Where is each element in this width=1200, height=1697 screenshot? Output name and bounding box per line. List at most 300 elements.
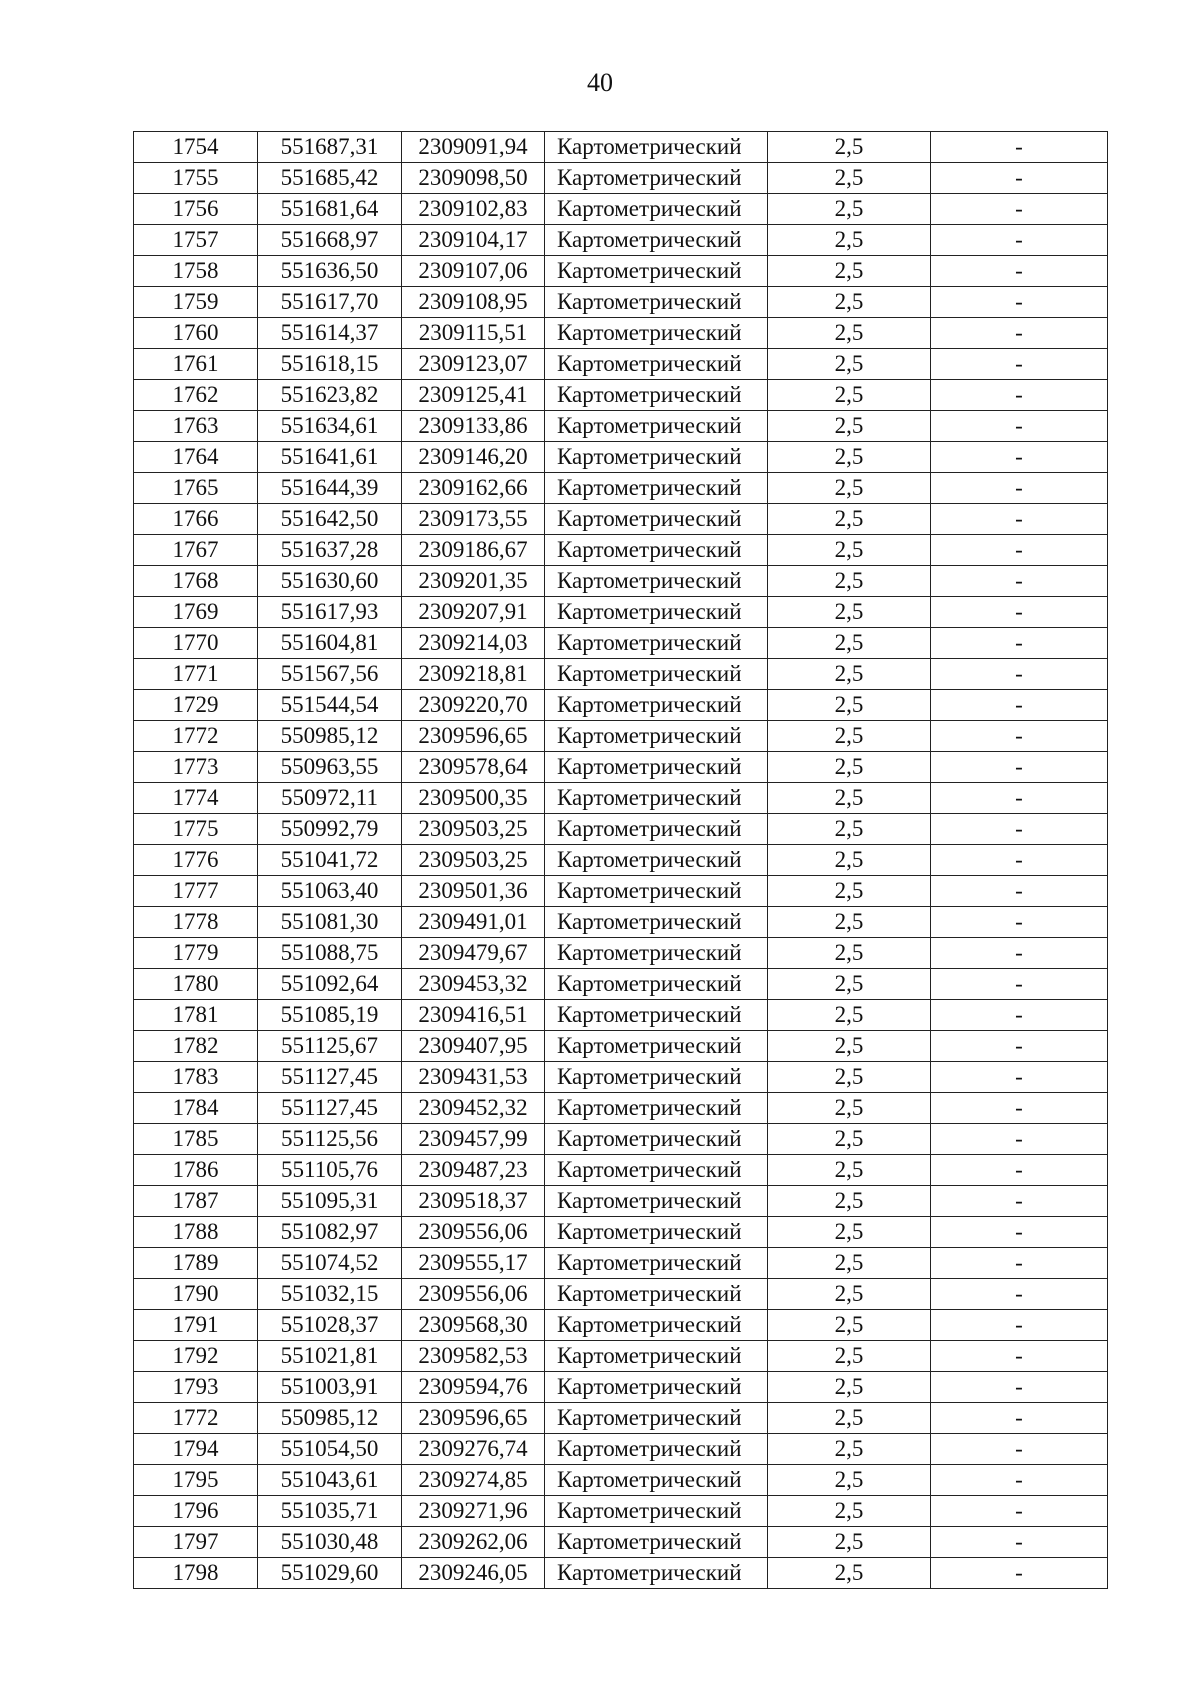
accuracy-cell: 2,5 bbox=[768, 1124, 931, 1155]
x-coordinate-cell: 551637,28 bbox=[258, 535, 402, 566]
method-cell: Картометрический bbox=[545, 597, 768, 628]
description-cell: - bbox=[931, 442, 1108, 473]
table-row bbox=[134, 1496, 1108, 1527]
table-row bbox=[134, 349, 1108, 380]
y-coordinate-cell: 2309500,35 bbox=[402, 783, 545, 814]
table-row bbox=[134, 1465, 1108, 1496]
accuracy-cell: 2,5 bbox=[768, 318, 931, 349]
x-coordinate-cell: 551617,93 bbox=[258, 597, 402, 628]
table-row bbox=[134, 969, 1108, 1000]
accuracy-cell: 2,5 bbox=[768, 256, 931, 287]
accuracy-cell: 2,5 bbox=[768, 628, 931, 659]
description-cell: - bbox=[931, 349, 1108, 380]
accuracy-cell: 2,5 bbox=[768, 1496, 931, 1527]
x-coordinate-cell: 551105,76 bbox=[258, 1155, 402, 1186]
point-number-cell: 1755 bbox=[134, 163, 258, 194]
description-cell: - bbox=[931, 1031, 1108, 1062]
table-row bbox=[134, 473, 1108, 504]
table-row bbox=[134, 1093, 1108, 1124]
method-cell: Картометрический bbox=[545, 876, 768, 907]
description-cell: - bbox=[931, 1279, 1108, 1310]
method-cell: Картометрический bbox=[545, 814, 768, 845]
page-number: 40 bbox=[587, 68, 613, 97]
description-cell: - bbox=[931, 721, 1108, 752]
table-row bbox=[134, 659, 1108, 690]
point-number-cell: 1787 bbox=[134, 1186, 258, 1217]
table-row bbox=[134, 535, 1108, 566]
method-cell: Картометрический bbox=[545, 194, 768, 225]
method-cell: Картометрический bbox=[545, 411, 768, 442]
method-cell: Картометрический bbox=[545, 1558, 768, 1589]
accuracy-cell: 2,5 bbox=[768, 1310, 931, 1341]
x-coordinate-cell: 551634,61 bbox=[258, 411, 402, 442]
point-number-cell: 1785 bbox=[134, 1124, 258, 1155]
accuracy-cell: 2,5 bbox=[768, 814, 931, 845]
x-coordinate-cell: 551544,54 bbox=[258, 690, 402, 721]
method-cell: Картометрический bbox=[545, 1341, 768, 1372]
x-coordinate-cell: 551095,31 bbox=[258, 1186, 402, 1217]
method-cell: Картометрический bbox=[545, 535, 768, 566]
point-number-cell: 1774 bbox=[134, 783, 258, 814]
y-coordinate-cell: 2309555,17 bbox=[402, 1248, 545, 1279]
table-row bbox=[134, 1403, 1108, 1434]
table-row bbox=[134, 318, 1108, 349]
y-coordinate-cell: 2309503,25 bbox=[402, 814, 545, 845]
y-coordinate-cell: 2309416,51 bbox=[402, 1000, 545, 1031]
x-coordinate-cell: 551085,19 bbox=[258, 1000, 402, 1031]
accuracy-cell: 2,5 bbox=[768, 1186, 931, 1217]
point-number-cell: 1766 bbox=[134, 504, 258, 535]
description-cell: - bbox=[931, 1062, 1108, 1093]
method-cell: Картометрический bbox=[545, 845, 768, 876]
table-row bbox=[134, 876, 1108, 907]
description-cell: - bbox=[931, 814, 1108, 845]
y-coordinate-cell: 2309452,32 bbox=[402, 1093, 545, 1124]
y-coordinate-cell: 2309220,70 bbox=[402, 690, 545, 721]
accuracy-cell: 2,5 bbox=[768, 597, 931, 628]
description-cell: - bbox=[931, 938, 1108, 969]
method-cell: Картометрический bbox=[545, 938, 768, 969]
description-cell: - bbox=[931, 194, 1108, 225]
method-cell: Картометрический bbox=[545, 566, 768, 597]
description-cell: - bbox=[931, 597, 1108, 628]
point-number-cell: 1767 bbox=[134, 535, 258, 566]
y-coordinate-cell: 2309123,07 bbox=[402, 349, 545, 380]
method-cell: Картометрический bbox=[545, 442, 768, 473]
x-coordinate-cell: 551127,45 bbox=[258, 1062, 402, 1093]
description-cell: - bbox=[931, 659, 1108, 690]
accuracy-cell: 2,5 bbox=[768, 907, 931, 938]
description-cell: - bbox=[931, 411, 1108, 442]
description-cell: - bbox=[931, 1372, 1108, 1403]
accuracy-cell: 2,5 bbox=[768, 1217, 931, 1248]
x-coordinate-cell: 551623,82 bbox=[258, 380, 402, 411]
point-number-cell: 1779 bbox=[134, 938, 258, 969]
table-row bbox=[134, 1000, 1108, 1031]
point-number-cell: 1795 bbox=[134, 1465, 258, 1496]
description-cell: - bbox=[931, 1093, 1108, 1124]
description-cell: - bbox=[931, 504, 1108, 535]
table-row bbox=[134, 1217, 1108, 1248]
description-cell: - bbox=[931, 318, 1108, 349]
x-coordinate-cell: 550972,11 bbox=[258, 783, 402, 814]
description-cell: - bbox=[931, 1310, 1108, 1341]
y-coordinate-cell: 2309582,53 bbox=[402, 1341, 545, 1372]
table-row bbox=[134, 1310, 1108, 1341]
method-cell: Картометрический bbox=[545, 256, 768, 287]
method-cell: Картометрический bbox=[545, 628, 768, 659]
x-coordinate-cell: 551642,50 bbox=[258, 504, 402, 535]
y-coordinate-cell: 2309218,81 bbox=[402, 659, 545, 690]
method-cell: Картометрический bbox=[545, 1155, 768, 1186]
x-coordinate-cell: 551687,31 bbox=[258, 132, 402, 163]
method-cell: Картометрический bbox=[545, 1124, 768, 1155]
method-cell: Картометрический bbox=[545, 1186, 768, 1217]
method-cell: Картометрический bbox=[545, 1527, 768, 1558]
table-row bbox=[134, 1527, 1108, 1558]
method-cell: Картометрический bbox=[545, 690, 768, 721]
method-cell: Картометрический bbox=[545, 504, 768, 535]
point-number-cell: 1770 bbox=[134, 628, 258, 659]
table-row bbox=[134, 1155, 1108, 1186]
point-number-cell: 1756 bbox=[134, 194, 258, 225]
table-row bbox=[134, 628, 1108, 659]
y-coordinate-cell: 2309491,01 bbox=[402, 907, 545, 938]
table-row bbox=[134, 721, 1108, 752]
x-coordinate-cell: 551125,67 bbox=[258, 1031, 402, 1062]
x-coordinate-cell: 551617,70 bbox=[258, 287, 402, 318]
accuracy-cell: 2,5 bbox=[768, 690, 931, 721]
point-number-cell: 1764 bbox=[134, 442, 258, 473]
y-coordinate-cell: 2309173,55 bbox=[402, 504, 545, 535]
table-row bbox=[134, 504, 1108, 535]
accuracy-cell: 2,5 bbox=[768, 1155, 931, 1186]
x-coordinate-cell: 551636,50 bbox=[258, 256, 402, 287]
point-number-cell: 1786 bbox=[134, 1155, 258, 1186]
method-cell: Картометрический bbox=[545, 473, 768, 504]
table-row bbox=[134, 411, 1108, 442]
point-number-cell: 1780 bbox=[134, 969, 258, 1000]
y-coordinate-cell: 2309457,99 bbox=[402, 1124, 545, 1155]
y-coordinate-cell: 2309107,06 bbox=[402, 256, 545, 287]
accuracy-cell: 2,5 bbox=[768, 1558, 931, 1589]
point-number-cell: 1776 bbox=[134, 845, 258, 876]
y-coordinate-cell: 2309556,06 bbox=[402, 1279, 545, 1310]
accuracy-cell: 2,5 bbox=[768, 473, 931, 504]
x-coordinate-cell: 551054,50 bbox=[258, 1434, 402, 1465]
table-row bbox=[134, 814, 1108, 845]
description-cell: - bbox=[931, 1434, 1108, 1465]
accuracy-cell: 2,5 bbox=[768, 1527, 931, 1558]
table-row bbox=[134, 1434, 1108, 1465]
accuracy-cell: 2,5 bbox=[768, 1341, 931, 1372]
point-number-cell: 1754 bbox=[134, 132, 258, 163]
description-cell: - bbox=[931, 225, 1108, 256]
y-coordinate-cell: 2309108,95 bbox=[402, 287, 545, 318]
method-cell: Картометрический bbox=[545, 225, 768, 256]
y-coordinate-cell: 2309133,86 bbox=[402, 411, 545, 442]
accuracy-cell: 2,5 bbox=[768, 876, 931, 907]
point-number-cell: 1771 bbox=[134, 659, 258, 690]
point-number-cell: 1762 bbox=[134, 380, 258, 411]
method-cell: Картометрический bbox=[545, 1279, 768, 1310]
method-cell: Картометрический bbox=[545, 1310, 768, 1341]
description-cell: - bbox=[931, 1155, 1108, 1186]
description-cell: - bbox=[931, 256, 1108, 287]
description-cell: - bbox=[931, 1217, 1108, 1248]
table-row bbox=[134, 783, 1108, 814]
x-coordinate-cell: 551041,72 bbox=[258, 845, 402, 876]
method-cell: Картометрический bbox=[545, 783, 768, 814]
accuracy-cell: 2,5 bbox=[768, 349, 931, 380]
accuracy-cell: 2,5 bbox=[768, 969, 931, 1000]
description-cell: - bbox=[931, 845, 1108, 876]
table-row bbox=[134, 752, 1108, 783]
y-coordinate-cell: 2309503,25 bbox=[402, 845, 545, 876]
y-coordinate-cell: 2309501,36 bbox=[402, 876, 545, 907]
accuracy-cell: 2,5 bbox=[768, 1434, 931, 1465]
y-coordinate-cell: 2309487,23 bbox=[402, 1155, 545, 1186]
y-coordinate-cell: 2309146,20 bbox=[402, 442, 545, 473]
point-number-cell: 1793 bbox=[134, 1372, 258, 1403]
y-coordinate-cell: 2309104,17 bbox=[402, 225, 545, 256]
point-number-cell: 1761 bbox=[134, 349, 258, 380]
point-number-cell: 1784 bbox=[134, 1093, 258, 1124]
accuracy-cell: 2,5 bbox=[768, 1031, 931, 1062]
method-cell: Картометрический bbox=[545, 1403, 768, 1434]
method-cell: Картометрический bbox=[545, 163, 768, 194]
y-coordinate-cell: 2309556,06 bbox=[402, 1217, 545, 1248]
accuracy-cell: 2,5 bbox=[768, 1062, 931, 1093]
y-coordinate-cell: 2309431,53 bbox=[402, 1062, 545, 1093]
description-cell: - bbox=[931, 969, 1108, 1000]
table-row bbox=[134, 287, 1108, 318]
point-number-cell: 1765 bbox=[134, 473, 258, 504]
point-number-cell: 1794 bbox=[134, 1434, 258, 1465]
table-row bbox=[134, 1372, 1108, 1403]
point-number-cell: 1773 bbox=[134, 752, 258, 783]
point-number-cell: 1792 bbox=[134, 1341, 258, 1372]
accuracy-cell: 2,5 bbox=[768, 535, 931, 566]
x-coordinate-cell: 551567,56 bbox=[258, 659, 402, 690]
method-cell: Картометрический bbox=[545, 1217, 768, 1248]
y-coordinate-cell: 2309479,67 bbox=[402, 938, 545, 969]
y-coordinate-cell: 2309568,30 bbox=[402, 1310, 545, 1341]
method-cell: Картометрический bbox=[545, 1031, 768, 1062]
point-number-cell: 1781 bbox=[134, 1000, 258, 1031]
y-coordinate-cell: 2309596,65 bbox=[402, 1403, 545, 1434]
point-number-cell: 1778 bbox=[134, 907, 258, 938]
description-cell: - bbox=[931, 473, 1108, 504]
x-coordinate-cell: 551127,45 bbox=[258, 1093, 402, 1124]
x-coordinate-cell: 551618,15 bbox=[258, 349, 402, 380]
point-number-cell: 1769 bbox=[134, 597, 258, 628]
method-cell: Картометрический bbox=[545, 907, 768, 938]
point-number-cell: 1783 bbox=[134, 1062, 258, 1093]
table-row bbox=[134, 1124, 1108, 1155]
accuracy-cell: 2,5 bbox=[768, 721, 931, 752]
table-row bbox=[134, 256, 1108, 287]
method-cell: Картометрический bbox=[545, 721, 768, 752]
x-coordinate-cell: 551604,81 bbox=[258, 628, 402, 659]
y-coordinate-cell: 2309115,51 bbox=[402, 318, 545, 349]
accuracy-cell: 2,5 bbox=[768, 1248, 931, 1279]
y-coordinate-cell: 2309596,65 bbox=[402, 721, 545, 752]
x-coordinate-cell: 550992,79 bbox=[258, 814, 402, 845]
x-coordinate-cell: 551614,37 bbox=[258, 318, 402, 349]
method-cell: Картометрический bbox=[545, 1248, 768, 1279]
y-coordinate-cell: 2309271,96 bbox=[402, 1496, 545, 1527]
x-coordinate-cell: 550985,12 bbox=[258, 721, 402, 752]
accuracy-cell: 2,5 bbox=[768, 1372, 931, 1403]
table-row bbox=[134, 442, 1108, 473]
x-coordinate-cell: 551021,81 bbox=[258, 1341, 402, 1372]
table-row bbox=[134, 1279, 1108, 1310]
y-coordinate-cell: 2309162,66 bbox=[402, 473, 545, 504]
accuracy-cell: 2,5 bbox=[768, 845, 931, 876]
description-cell: - bbox=[931, 628, 1108, 659]
method-cell: Картометрический bbox=[545, 1093, 768, 1124]
y-coordinate-cell: 2309091,94 bbox=[402, 132, 545, 163]
y-coordinate-cell: 2309246,05 bbox=[402, 1558, 545, 1589]
description-cell: - bbox=[931, 535, 1108, 566]
point-number-cell: 1759 bbox=[134, 287, 258, 318]
y-coordinate-cell: 2309098,50 bbox=[402, 163, 545, 194]
table-row bbox=[134, 380, 1108, 411]
point-number-cell: 1775 bbox=[134, 814, 258, 845]
x-coordinate-cell: 551063,40 bbox=[258, 876, 402, 907]
table-row bbox=[134, 132, 1108, 163]
description-cell: - bbox=[931, 163, 1108, 194]
point-number-cell: 1763 bbox=[134, 411, 258, 442]
description-cell: - bbox=[931, 1527, 1108, 1558]
method-cell: Картометрический bbox=[545, 1062, 768, 1093]
accuracy-cell: 2,5 bbox=[768, 411, 931, 442]
table-row bbox=[134, 1186, 1108, 1217]
y-coordinate-cell: 2309214,03 bbox=[402, 628, 545, 659]
method-cell: Картометрический bbox=[545, 318, 768, 349]
description-cell: - bbox=[931, 783, 1108, 814]
description-cell: - bbox=[931, 1341, 1108, 1372]
accuracy-cell: 2,5 bbox=[768, 752, 931, 783]
accuracy-cell: 2,5 bbox=[768, 938, 931, 969]
table-row bbox=[134, 938, 1108, 969]
accuracy-cell: 2,5 bbox=[768, 225, 931, 256]
table-row bbox=[134, 1062, 1108, 1093]
method-cell: Картометрический bbox=[545, 132, 768, 163]
description-cell: - bbox=[931, 380, 1108, 411]
point-number-cell: 1791 bbox=[134, 1310, 258, 1341]
point-number-cell: 1729 bbox=[134, 690, 258, 721]
y-coordinate-cell: 2309186,67 bbox=[402, 535, 545, 566]
table-row bbox=[134, 163, 1108, 194]
x-coordinate-cell: 551668,97 bbox=[258, 225, 402, 256]
x-coordinate-cell: 551685,42 bbox=[258, 163, 402, 194]
point-number-cell: 1782 bbox=[134, 1031, 258, 1062]
method-cell: Картометрический bbox=[545, 349, 768, 380]
y-coordinate-cell: 2309407,95 bbox=[402, 1031, 545, 1062]
description-cell: - bbox=[931, 1000, 1108, 1031]
accuracy-cell: 2,5 bbox=[768, 1000, 931, 1031]
table-row bbox=[134, 1031, 1108, 1062]
y-coordinate-cell: 2309125,41 bbox=[402, 380, 545, 411]
point-number-cell: 1789 bbox=[134, 1248, 258, 1279]
description-cell: - bbox=[931, 132, 1108, 163]
x-coordinate-cell: 551030,48 bbox=[258, 1527, 402, 1558]
x-coordinate-cell: 551681,64 bbox=[258, 194, 402, 225]
point-number-cell: 1798 bbox=[134, 1558, 258, 1589]
method-cell: Картометрический bbox=[545, 969, 768, 1000]
accuracy-cell: 2,5 bbox=[768, 132, 931, 163]
coordinates-table bbox=[133, 131, 1108, 1589]
accuracy-cell: 2,5 bbox=[768, 287, 931, 318]
x-coordinate-cell: 551088,75 bbox=[258, 938, 402, 969]
x-coordinate-cell: 550985,12 bbox=[258, 1403, 402, 1434]
x-coordinate-cell: 551082,97 bbox=[258, 1217, 402, 1248]
accuracy-cell: 2,5 bbox=[768, 380, 931, 411]
table-row bbox=[134, 845, 1108, 876]
y-coordinate-cell: 2309102,83 bbox=[402, 194, 545, 225]
x-coordinate-cell: 551092,64 bbox=[258, 969, 402, 1000]
accuracy-cell: 2,5 bbox=[768, 1465, 931, 1496]
x-coordinate-cell: 551630,60 bbox=[258, 566, 402, 597]
accuracy-cell: 2,5 bbox=[768, 566, 931, 597]
x-coordinate-cell: 551032,15 bbox=[258, 1279, 402, 1310]
point-number-cell: 1768 bbox=[134, 566, 258, 597]
y-coordinate-cell: 2309453,32 bbox=[402, 969, 545, 1000]
method-cell: Картометрический bbox=[545, 1496, 768, 1527]
point-number-cell: 1797 bbox=[134, 1527, 258, 1558]
point-number-cell: 1758 bbox=[134, 256, 258, 287]
point-number-cell: 1760 bbox=[134, 318, 258, 349]
description-cell: - bbox=[931, 690, 1108, 721]
x-coordinate-cell: 550963,55 bbox=[258, 752, 402, 783]
description-cell: - bbox=[931, 1248, 1108, 1279]
table-row bbox=[134, 1558, 1108, 1589]
description-cell: - bbox=[931, 1403, 1108, 1434]
x-coordinate-cell: 551028,37 bbox=[258, 1310, 402, 1341]
description-cell: - bbox=[931, 907, 1108, 938]
table-row bbox=[134, 1341, 1108, 1372]
y-coordinate-cell: 2309578,64 bbox=[402, 752, 545, 783]
point-number-cell: 1777 bbox=[134, 876, 258, 907]
method-cell: Картометрический bbox=[545, 287, 768, 318]
accuracy-cell: 2,5 bbox=[768, 1403, 931, 1434]
accuracy-cell: 2,5 bbox=[768, 194, 931, 225]
table-row bbox=[134, 194, 1108, 225]
description-cell: - bbox=[931, 287, 1108, 318]
y-coordinate-cell: 2309201,35 bbox=[402, 566, 545, 597]
method-cell: Картометрический bbox=[545, 1434, 768, 1465]
x-coordinate-cell: 551043,61 bbox=[258, 1465, 402, 1496]
method-cell: Картометрический bbox=[545, 659, 768, 690]
y-coordinate-cell: 2309276,74 bbox=[402, 1434, 545, 1465]
y-coordinate-cell: 2309594,76 bbox=[402, 1372, 545, 1403]
x-coordinate-cell: 551081,30 bbox=[258, 907, 402, 938]
accuracy-cell: 2,5 bbox=[768, 504, 931, 535]
description-cell: - bbox=[931, 566, 1108, 597]
x-coordinate-cell: 551074,52 bbox=[258, 1248, 402, 1279]
point-number-cell: 1757 bbox=[134, 225, 258, 256]
accuracy-cell: 2,5 bbox=[768, 1279, 931, 1310]
point-number-cell: 1772 bbox=[134, 1403, 258, 1434]
y-coordinate-cell: 2309518,37 bbox=[402, 1186, 545, 1217]
accuracy-cell: 2,5 bbox=[768, 1093, 931, 1124]
description-cell: - bbox=[931, 1124, 1108, 1155]
x-coordinate-cell: 551641,61 bbox=[258, 442, 402, 473]
x-coordinate-cell: 551125,56 bbox=[258, 1124, 402, 1155]
point-number-cell: 1796 bbox=[134, 1496, 258, 1527]
